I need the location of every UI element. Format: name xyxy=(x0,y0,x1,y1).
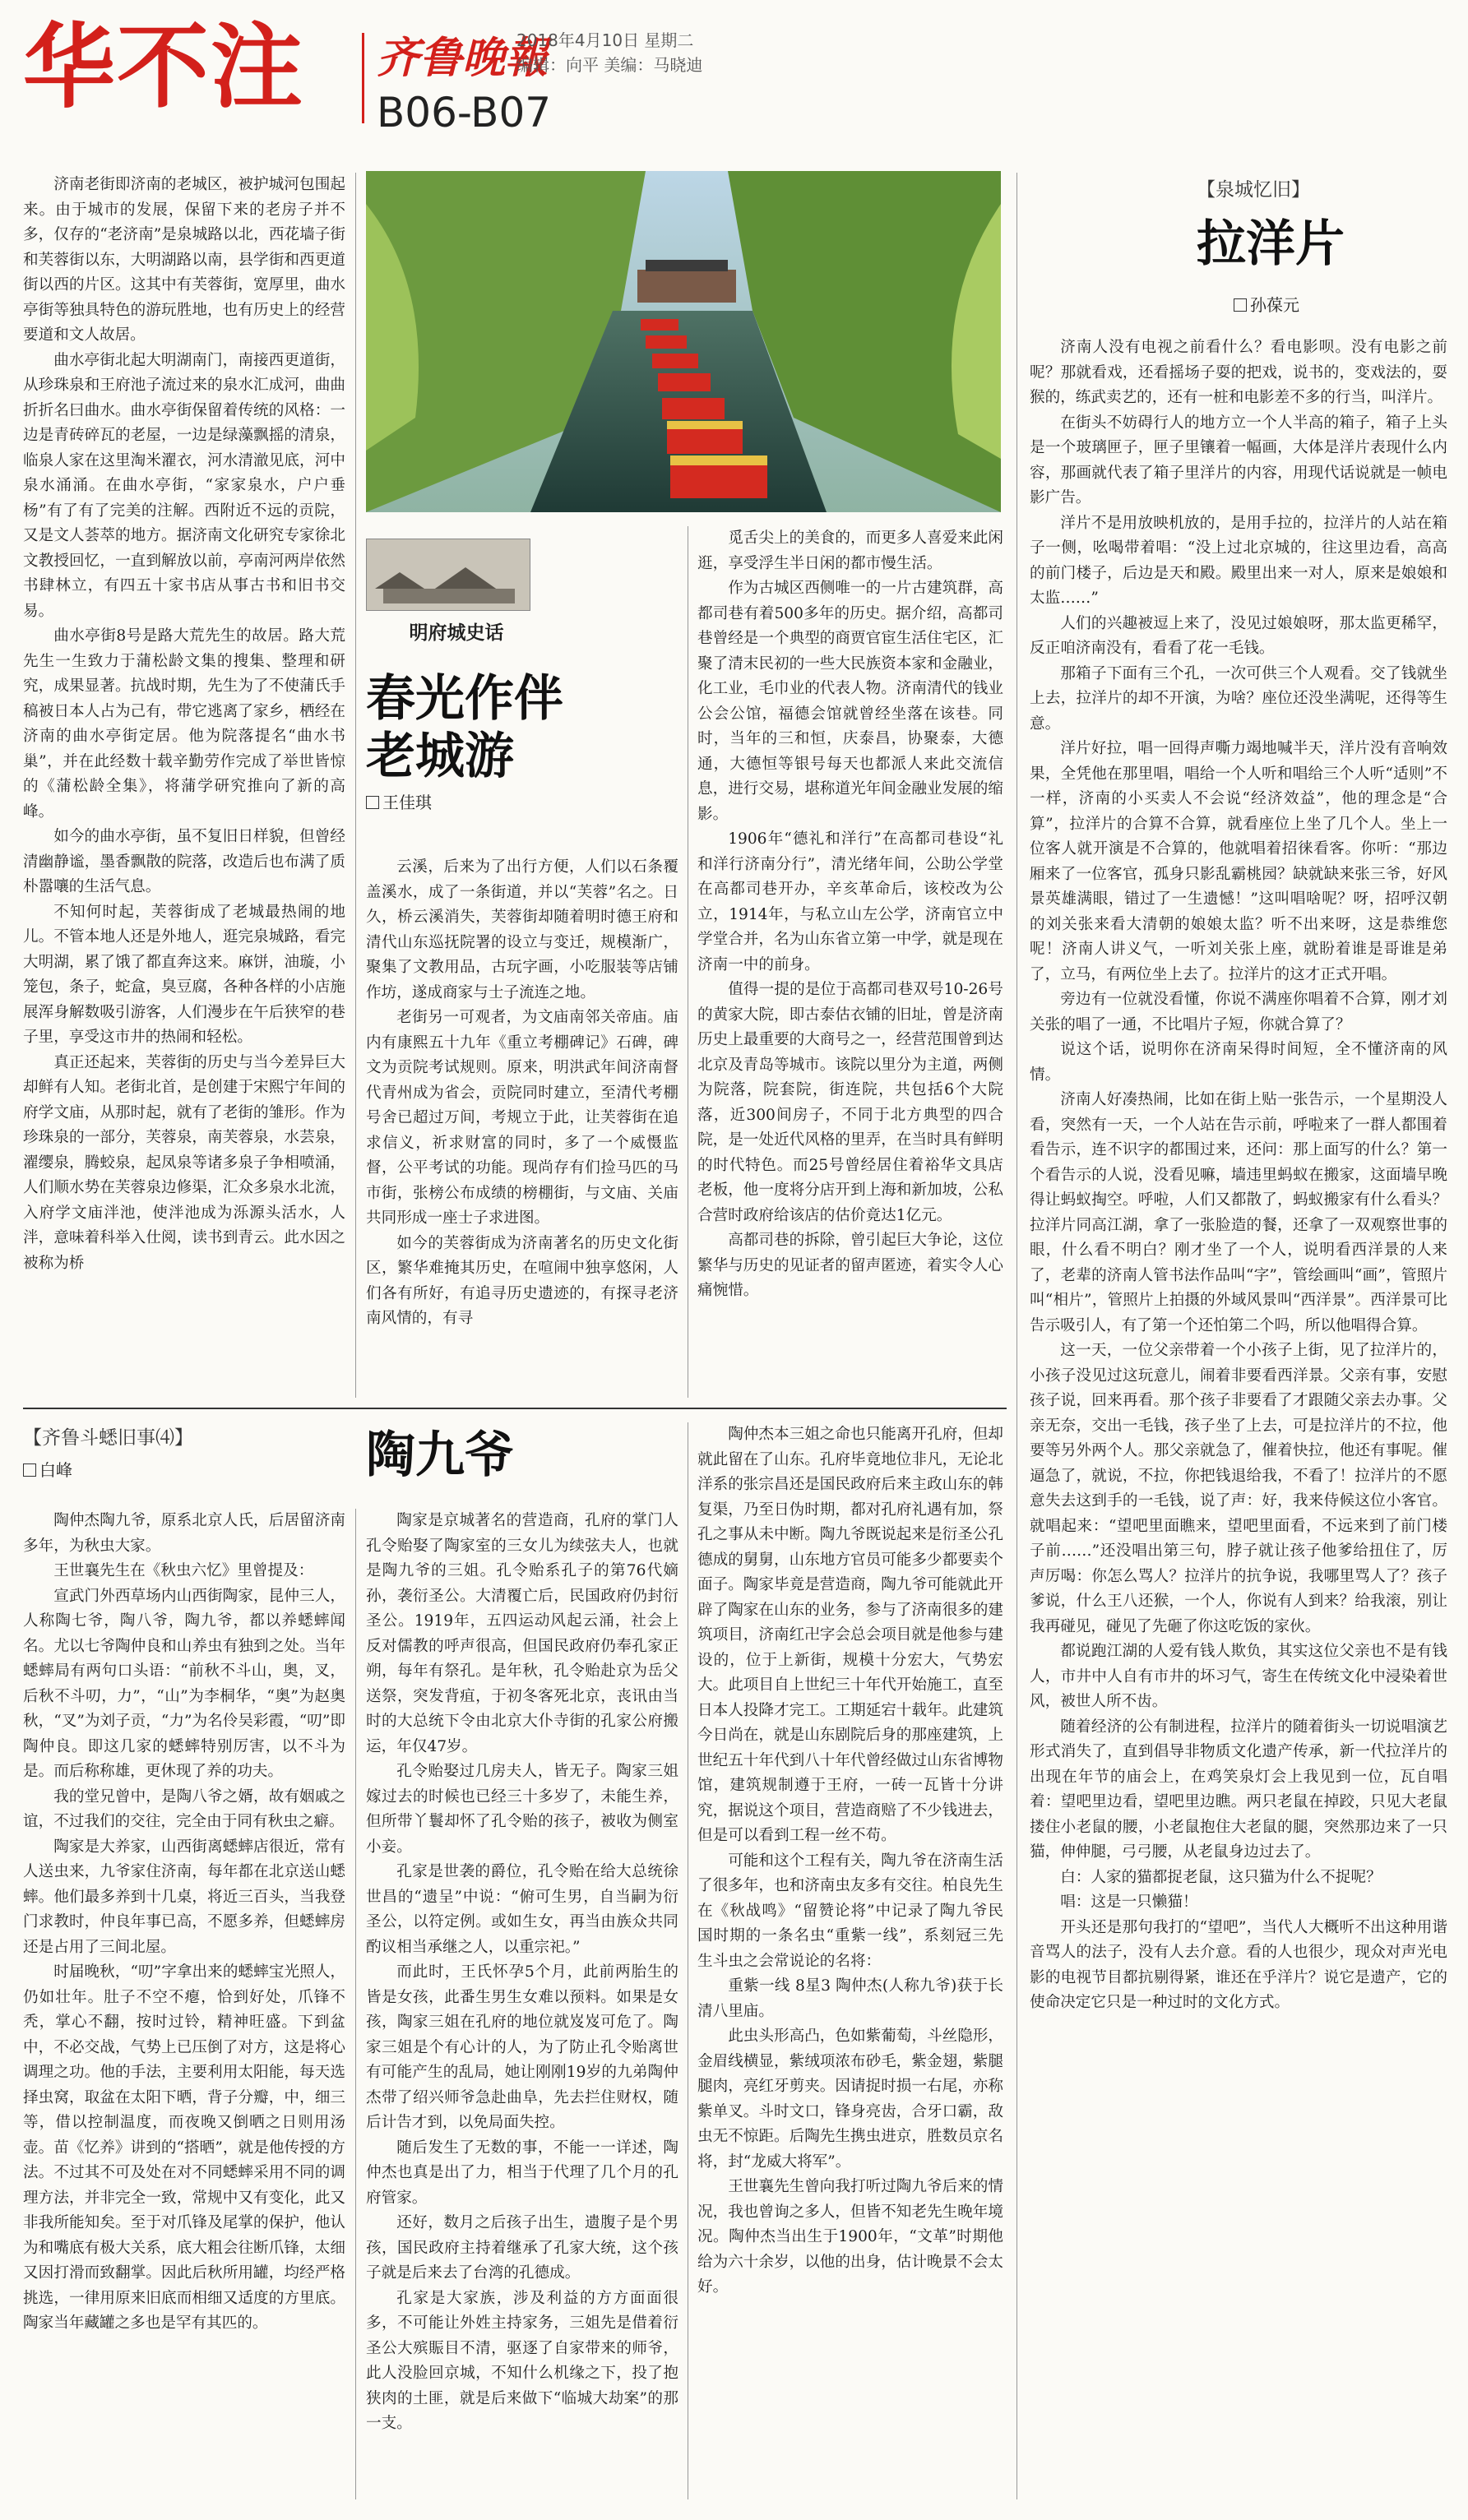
body-paragraph: 随后发生了无数的事，不能一一详述，陶仲杰也真是出了力，相当于代理了几个月的孔府管家。 xyxy=(366,2139,678,2207)
body-paragraph: 白：人家的猫都捉老鼠，这只猫为什么不捉呢？ xyxy=(1060,1868,1382,1886)
body-paragraph: 济南人没有电视之前看什么？看电影呗。没有电影之前呢？那就看戏，还看摇场子耍的把戏，说书的，变戏法的，耍猴的，练武卖艺的，还有一桩和电影差不多的行当，叫洋片。 xyxy=(1030,339,1447,406)
headline-lapian: 拉洋片 xyxy=(1197,215,1345,273)
spring-column-1 xyxy=(23,173,345,1396)
body-paragraph: 宣武门外西草场内山西街陶家，昆仲三人，人称陶七爷，陶八爷，陶九爷，都以养蟋蟀闻名。尤以七爷陶仲良和山养虫有独到之处。当年蟋蟀局有两句口头语：“前秋不斗山，奥，叉，后秋不斗叨，力”，“山”为李桐华，“奥”为赵奥秋，“叉”为刘子贡，“力”为名伶吴彩霞，“叨”即陶仲良。即这几家的蟋蟀特别厉害，以不斗为是。而后称称雄，更休现了养的功夫。 xyxy=(23,1587,345,1780)
body-paragraph: 时届晚秋，“叨”字拿出来的蟋蟀宝光照人，仍如壮年。肚子不空不瘪，恰到好处，爪锋不秃，掌心不翻，按时过铃，精神旺盛。下到盆中，不必交战，气势上已压倒了对方，这是将心调理之功。他的手法，主要利用太阳能，每天选择虫窝，取盆在太阳下晒，背子分瓣，中，细三等，借以控制温度，而夜晚又倒晒之日则用汤壶。苗《忆养》讲到的“搭晒”，就是他传授的方法。不过其不可及处在对不同蟋蟀采用不同的调理方法，并非完全一致，常规中又有变化，此又非我所能知矣。至于对爪锋及尾掌的保护，他认为和嘴底有极大关系，底大粗会往断爪锋，太细又因打滑而致翻掌。因此后秋所用罐，均经严格挑选，一律用原来旧底而相细又适度的方里底。陶家当年藏罐之多也是罕有其匹的。 xyxy=(23,1963,345,2332)
column-tag-tao: 【齐鲁斗蟋旧事⑷】 xyxy=(23,1427,193,1449)
body-paragraph: 陶仲杰陶九爷，原系北京人氏，后居留济南多年，为秋虫大家。 xyxy=(23,1512,345,1555)
body-paragraph: 如今的芙蓉街成为济南著名的历史文化街区，繁华难掩其历史，在喧闹中独享悠闲，人们各有所好，有追寻历史遗迹的，有探寻老济南风情的，有寻 xyxy=(366,1234,678,1327)
canal-photo xyxy=(366,171,1001,512)
body-paragraph: 唱：这是一只懒猫！ xyxy=(1060,1893,1198,1911)
body-paragraph: 王世襄先生在《秋虫六忆》里曾提及： xyxy=(53,1562,314,1579)
body-paragraph: 在街头不妨碍行人的地方立一个人半高的箱子，箱子上头是一个玻璃匣子，匣子里镶着一幅画，大体是洋片表现什么内容，那画就代表了箱子里洋片的内容，用现代话说就是一帧电影广告。 xyxy=(1030,414,1447,506)
body-paragraph: 重紫一线 8星3 陶仲杰(人称九爷)获于长清八里庙。 xyxy=(697,1977,1003,2020)
lapian-column xyxy=(1030,335,1447,2499)
body-paragraph: 曲水亭街北起大明湖南门，南接西更道街，从珍珠泉和王府池子流过来的泉水汇成河，曲曲折折名曰曲水。曲水亭街保留着传统的风格：一边是青砖碎瓦的老屋，一边是绿藻飘摇的清泉，临泉人家在这里淘米濯衣，河水清澈见底，河中泉水涌涌。在曲水亭街，“家家泉水，户户垂杨”有了有了完美的注解。西附近不远的贡院，又是文人荟萃的地方。据济南文化研究专家徐北文教授回忆，一直到解放以前，亭南河两岸依然书肆林立，有四五十家书店从事古书和旧书交易。 xyxy=(23,351,345,620)
body-paragraph: 陶家是京城著名的营造商，孔府的掌门人孔令贻娶了陶家室的三女儿为续弦夫人，也就是陶九爷的三姐。孔令贻系孔子的第76代嫡孙，袭衍圣公。大清覆亡后，民国政府仍封衍圣公。1919年，五四运动风起云涌，社会上反对儒教的呼声很高，但国民政府仍奉孔家正朔，每年有祭孔。是年秋，孔令贻赴京为岳父送祭，突发背疽，于初冬客死北京，丧讯由当时的大总统下令由北京大仆寺街的孔家公府搬运，年仅47岁。 xyxy=(366,1512,678,1755)
body-paragraph: 我的堂兄曾中，是陶八爷之婿，故有姻戚之谊，不过我们的交往，完全由于同有秋虫之癖。 xyxy=(23,1787,345,1830)
body-paragraph: 都说跑江湖的人爱有钱人欺负，其实这位父亲也不是有钱人，市井中人自有市井的坏习气，寄生在传统文化中浸染着世风，被世人所不齿。 xyxy=(1030,1643,1447,1710)
body-paragraph: 这一天，一位父亲带着一个小孩子上街，见了拉洋片的，小孩子没见过这玩意儿，闹着非要看西洋景。父亲有事，安慰孩子说，回来再看。那个孩子非要看了才跟随父亲去办事。父亲无奈，交出一毛钱，孩子坐了上去，可是拉洋片的不拉，他要等另外两个人。那父亲就急了，催着快拉，他还有事呢。催逼急了，就说，不拉，你把钱退给我，不看了！拉洋片的不愿意失去这到手的一毛钱，说了声：好，我来侍候这位小客官。就唱起来：“望吧里面瞧来，望吧里面看，不远来到了前门楼子前……”还没唱出第三句，脖子就让孩子他爹给扭住了，厉声厉喝：你怎么骂人？拉洋片的抗争说，我哪里骂人了？孩子爹说，什么王八还猴，一个人，你说有人到来？给我滚，别让我再碰见，碰见了先砸了你这吃饭的家伙。 xyxy=(1030,1342,1447,1635)
headline-tao: 陶九爷 xyxy=(366,1426,514,1484)
body-paragraph: 王世襄先生曾向我打听过陶九爷后来的情况，我也曾询之多人，但皆不知老先生晚年境况。陶仲杰当出生于1900年，“文革”时期他给为六十余岁，以他的出身，估计晚景不会太好。 xyxy=(697,2178,1003,2296)
body-paragraph: 人们的兴趣被逗上来了，没见过娘娘呀，那太监更稀罕，反正咱济南没有，看看了花一毛钱。 xyxy=(1030,614,1447,657)
headline-line-2: 老城游 xyxy=(366,728,514,785)
body-paragraph: 洋片不是用放映机放的，是用手拉的，拉洋片的人站在箱子一侧，吆喝带着唱：“没上过北京城的，往这里边看，高高的前门楼子，后边是天和殿。殿里出来一对人，原来是娘娘和太监……” xyxy=(1030,514,1447,607)
body-paragraph: 陶仲杰本三姐之命也只能离开孔府，但却就此留在了山东。孔府毕竟地位非凡，无论北洋系的张宗昌还是国民政府后来主政山东的韩复渠，乃至日伪时期，都对孔府礼遇有加，祭孔之事从未中断。陶九爷既说起来是衍圣公孔德成的舅舅，山东地方官员可能多少都要卖个面子。陶家毕竟是营造商，陶九爷可能就此开辟了陶家在山东的业务，参与了济南很多的建筑项目，济南红卍字会总会项目就是他参与建设的，位于上新街，规模十分宏大，气势宏大。此项目自上世纪三十年代开始施工，直至日本人投降才完工。工期延宕十载年。此建筑今日尚在，就是山东剧院后身的那座建筑，上世纪五十年代到八十年代曾经做过山东省博物馆，建筑规制遵于王府，一砖一瓦皆十分讲究，据说这个项目，营造商赔了不少钱进去，但是可以看到工程一丝不苟。 xyxy=(697,1426,1003,1844)
body-paragraph: 那箱子下面有三个孔，一次可供三个人观看。交了钱就坐上去，拉洋片的却不开演，为啥？座位还没坐满呢，还得等生意。 xyxy=(1030,664,1447,733)
spring-column-3 xyxy=(697,526,1003,1396)
body-paragraph: 而此时，王氏怀孕5个月，此前两胎生的皆是女孩，此番生男生女难以预料。如果是女孩，陶家三姐在孔府的地位就岌岌可危了。陶家三姐是个有心计的人，为了防止孔令贻离世有可能产生的乱局，她让刚刚19岁的九弟陶仲杰带了绍兴师爷急赴曲阜，先去拦住财权，随后计告才到，以免局面失控。 xyxy=(366,1963,678,2131)
body-paragraph: 如今的曲水亭街，虽不复旧日样貌，但曾经清幽静谧，墨香飘散的院落，改造后也布满了质朴嚣嚷的生活气息。 xyxy=(23,828,345,895)
byline-lapian: 孙葆元 xyxy=(1234,292,1299,316)
column-divider xyxy=(355,1509,356,2499)
masthead-divider xyxy=(362,33,364,123)
photo-image xyxy=(366,171,1001,512)
body-paragraph: 孔家是世袭的爵位，孔令贻在给大总统徐世昌的“遗呈”中说：“俯可生男，自当嗣为衍圣公，以符定例。或如生女，再当由族众共同酌议相当承继之人，以重宗祀。” xyxy=(366,1863,678,1956)
body-paragraph: 说这个话，说明你在济南呆得时间短，全不懂济南的风情。 xyxy=(1030,1041,1447,1084)
byline-spring: 王佳琪 xyxy=(366,789,432,813)
editor-line: 编辑：向平 美编：马晓迪 xyxy=(516,55,703,75)
spring-column-2 xyxy=(366,855,678,1396)
section-rule xyxy=(23,1408,1007,1409)
body-paragraph: 作为古城区西侧唯一的一片古建筑群，高都司巷有着500多年的历史。据介绍，高都司巷曾经是一个典型的商贾官宦生活住宅区，汇聚了清末民初的一些大民族资本家和金融业，化工业，毛巾业的代表人物。济南清代的钱业公会公馆，福德会馆就曾经坐落在该巷。同时，当年的三和恒，庆泰昌，协聚泰，大德通，大德恒等银号每天也都派人来此交流信息，进行交易，堪称道光年间金融业发展的缩影。 xyxy=(697,580,1003,823)
old-town-sketch-icon xyxy=(367,539,530,611)
body-paragraph: 值得一提的是位于高都司巷双号10-26号的黄家大院，即古泰估衣铺的旧址，曾是济南历史上最重要的大商号之一，经营范围曾到达北京及青岛等城市。该院以里分为主道，两侧为院落，院套院，街连院，共包括6个大院落，近300间房子，不同于北方典型的四合院，是一处近代风格的里弄，在当时具有鲜明的时代特色。而25号曾经居住着裕华文具店老板，他一度将分店开到上海和新加坡，公私合营时政府给该店的估价竟达1亿元。 xyxy=(697,981,1003,1224)
old-town-sketch-image xyxy=(366,539,530,611)
kicker-label: 明府城史话 xyxy=(409,622,504,644)
body-paragraph: 真正还起来，芙蓉街的历史与当今差异巨大却鲜有人知。老街北首，是创建于宋熙宁年间的府学文庙，从那时起，就有了老街的雏形。作为珍珠泉的一部分，芙蓉泉，南芙蓉泉，水芸泉，濯缨泉，腾蛟泉，起凤泉等诸多泉子争相喷涌，人们顺水势在芙蓉泉边修渠，汇众多泉水北流，入府学文庙泮池，使泮池成为泺源头活水，人泮，意味着科举入仕阅，读书到青云。此水因之被称为桥 xyxy=(23,1053,345,1272)
body-paragraph: 不知何时起，芙蓉街成了老城最热闹的地儿。不管本地人还是外地人，逛完泉城路，看完大明湖，累了饿了都直奔这来。麻饼，油璇，小笼包，条子，蛇盒，臭豆腐，各种各样的小店施展浑身解数吸引游客，人们漫步在午后狭窄的巷子里，享受这市井的热闹和轻松。 xyxy=(23,903,345,1046)
byline-tao: 白峰 xyxy=(23,1457,72,1481)
paper-logo: 齐鲁晚報 xyxy=(377,33,549,83)
tao-column-2 xyxy=(366,1509,678,2499)
body-paragraph: 随着经济的公有制进程，拉洋片的随着街头一切说唱演艺形式消失了，直到倡导非物质文化遗产传承，新一代拉洋片的出现在年节的庙会上，在鸡笑泉灯会上我见到一位，瓦自唱着：望吧里边看，望吧里边瞧。两只老鼠在掉跤，只见大老鼠搂住小老鼠的腰，小老鼠抱住大老鼠的腿，突然那边来了一只猫，伸伸腿，弓弓腰，从老鼠身边过去了。 xyxy=(1030,1718,1447,1861)
body-paragraph: 曲水亭街8号是路大荒先生的故居。路大荒先生一生致力于蒲松龄文集的搜集、整理和研究，成果显著。抗战时期，先生为了不使蒲氏手稿被日本人占为己有，带它逃离了家乡，栖经在济南的曲水亭街定居。他为院落提名“曲水书巢”，并在此经数十载辛勤劳作完成了举世皆惊的《蒲松龄全集》，将蒲学研究推向了新的高峰。 xyxy=(23,627,345,821)
section-name: 华不注 xyxy=(23,14,304,121)
body-paragraph: 云溪，后来为了出行方便，人们以石条覆盖溪水，成了一条街道，并以“芙蓉”名之。日久，桥云溪消失，芙蓉街却随着明时德王府和清代山东巡抚院署的设立与变迁，规模渐广，聚集了文教用品，古玩字画，小吃服装等店铺作坊，遂成商家与士子流连之地。 xyxy=(366,858,678,1001)
body-paragraph: 济南人好凑热闹，比如在街上贴一张告示，一个星期没人看，突然有一天，一个人站在告示前，呼啦来了一群人都围着看告示，连不识字的都围过来，还问：那上面写的什么？第一个看告示的人说，没看见嘛，墙违里蚂蚁在搬家，这面墙早晚得让蚂蚁掏空。呼啦，人们又都散了，蚂蚁搬家有什么看头？拉洋片同高江湖，拿了一张脸造的餐，还拿了一双观察世事的眼，什么看不明白？刚才坐了一个人，说明看西洋景的人来了，老辈的济南人管书法作品叫“字”，管绘画叫“画”，管照片叫“相片”，管照片上拍摄的外域风景叫“西洋景”。西洋景可比告示吸引人，有了第一个还怕第二个吗，所以他唱得合算。 xyxy=(1030,1091,1447,1334)
body-paragraph: 老街另一可观者，为文庙南邻关帝庙。庙内有康熙五十九年《重立考棚碑记》石碑，碑文为贡院考试规则。原来，明洪武年间济南督代青州成为省会，贡院同时建立，至清代考棚号舍已超过万间，考规立于此，让芙蓉街在追求信义，祈求财富的同时，多了一个威慑监督，公平考试的功能。现尚存有们捡马匹的马市街，张榜公布成绩的榜棚街，与文庙、关庙共同形成一座士子求进图。 xyxy=(366,1009,678,1227)
tao-column-3 xyxy=(697,1422,1003,2499)
body-paragraph: 陶家是大养家，山西街离蟋蟀店很近，常有人送虫来，九爷家住济南，每年都在北京送山蟋蟀。他们最多养到十几桌，将近三百头，当我登门求教时，仲良年事已高，不愿多养，但蟋蟀房还是占用了三间北屋。 xyxy=(23,1838,345,1956)
body-paragraph: 孔令贻娶过几房夫人，皆无子。陶家三姐嫁过去的时候也已经三十多岁了，未能生养，但所带丫鬟却怀了孔令贻的孩子，被收为侧室小妾。 xyxy=(366,1763,678,1856)
column-kicker xyxy=(366,539,547,654)
body-paragraph: 可能和这个工程有关，陶九爷在济南生活了很多年，也和济南虫友多有交往。柏良先生在《秋战鸣》“留赞论将”中记录了陶九爷民国时期的一条名虫“重紫一线”，系刻冠三先生斗虫之会常说论的名将： xyxy=(697,1852,1003,1970)
column-tag-lapian: 【泉城忆旧】 xyxy=(1197,179,1310,201)
body-paragraph: 高都司巷的拆除，曾引起巨大争论，这位繁华与历史的见证者的留声匿迹，着实令人心痛惋惜。 xyxy=(697,1232,1003,1299)
body-paragraph: 孔家是大家族，涉及利益的方方面面很多，不可能让外姓主持家务，三姐先是借着衍圣公大殡賑目不清，驱逐了自家带来的师爷，此人没脸回京城，不知什么机缘之下，投了抱狭肉的土匪，就是后来做下“临城大劫案”的那一支。 xyxy=(366,2289,678,2432)
issue-info xyxy=(516,28,702,77)
headline-spring xyxy=(366,670,563,785)
page-range: B06-B07 xyxy=(377,89,552,136)
column-divider xyxy=(355,173,356,1398)
body-paragraph: 觅舌尖上的美食的，而更多人喜爱来此闲逛，享受浮生半日闲的都市慢生活。 xyxy=(697,529,1003,572)
headline-line-1: 春光作伴 xyxy=(366,670,563,728)
date-line: 2018年4月10日 星期二 xyxy=(516,30,694,50)
column-divider xyxy=(1016,173,1017,2499)
body-paragraph: 开头还是那句我打的“望吧”，当代人大概听不出这种用谐音骂人的法子，没有人去介意。看的人也很少，现众对声光电影的电视节目都抗剔得紧，谁还在乎洋片？说它是遗产，它的使命决定它只是一种过时的文化方式。 xyxy=(1030,1918,1447,2011)
tao-column-1 xyxy=(23,1509,345,2499)
masthead xyxy=(23,14,1446,141)
body-paragraph: 还好，数月之后孩子出生，遗腹子是个男孩，国民政府主持着继承了孔家大统，这个孩子就是后来去了台湾的孔德成。 xyxy=(366,2214,678,2282)
body-paragraph: 1906年“德礼和洋行”在高都司巷设“礼和洋行济南分行”，清光绪年间，公助公学堂在高都司巷开办，辛亥革命后，该校改为公立，1914年，与私立山左公学，济南官立中学堂合并，名为山东省立第一中学，就是现在济南一中的前身。 xyxy=(697,830,1003,973)
body-paragraph: 济南老街即济南的老城区，被护城河包围起来。由于城市的发展，保留下来的老房子并不多，仅存的“老济南”是泉城路以北，西花墙子街和芙蓉街以东，大明湖路以南，县学街和西更道街以西的片区。这其中有芙蓉街，宽厚里，曲水亭街等独具特色的游玩胜地，也有历史上的经营要道和文人故居。 xyxy=(23,176,345,344)
body-paragraph: 旁边有一位就没看懂，你说不满座你唱着不合算，刚才刘关张的唱了一通，不比唱片子短，你就合算了？ xyxy=(1030,991,1447,1033)
body-paragraph: 洋片好拉，唱一回得声嘶力竭地喊半天，洋片没有音响效果，全凭他在那里唱，唱给一个人听和唱给三个人听“适则”不一样，济南的小买卖人不会说“经济效益”，他的理念是“合算”，拉洋片的合算不合算，就看座位上坐了几个人。坐上一位客人就开演是不合算的，他就唱着招徕看客。你听：“那边厢来了一位客官，孤身只影乱霸桃园？缺就缺来张三爷，好风景英雄满眼，错过了一生遗憾！”这叫唱啥呢？呀，招呼汉朝的刘关张来看大清朝的娘娘太监？听不出来呀，这是恭维您呢！济南人讲义气，一听刘关张上座，就盼着谁是哥谁是弟了，立马，有两位坐上去了。拉洋片的这才正式开唱。 xyxy=(1030,740,1447,983)
body-paragraph: 此虫头形高凸，色如紫葡萄，斗丝隐形，金眉线横显，紫绒项浓布砂毛，紫金翅，紫腿腿肉，亮红牙剪夹。因请捉时损一右尾，亦称紫单叉。斗时文口，锋身亮齿，合牙口霸，敌虫无不惊距。后陶先生携虫进京，胜数员京名将，封“龙威大将军”。 xyxy=(697,2028,1003,2171)
